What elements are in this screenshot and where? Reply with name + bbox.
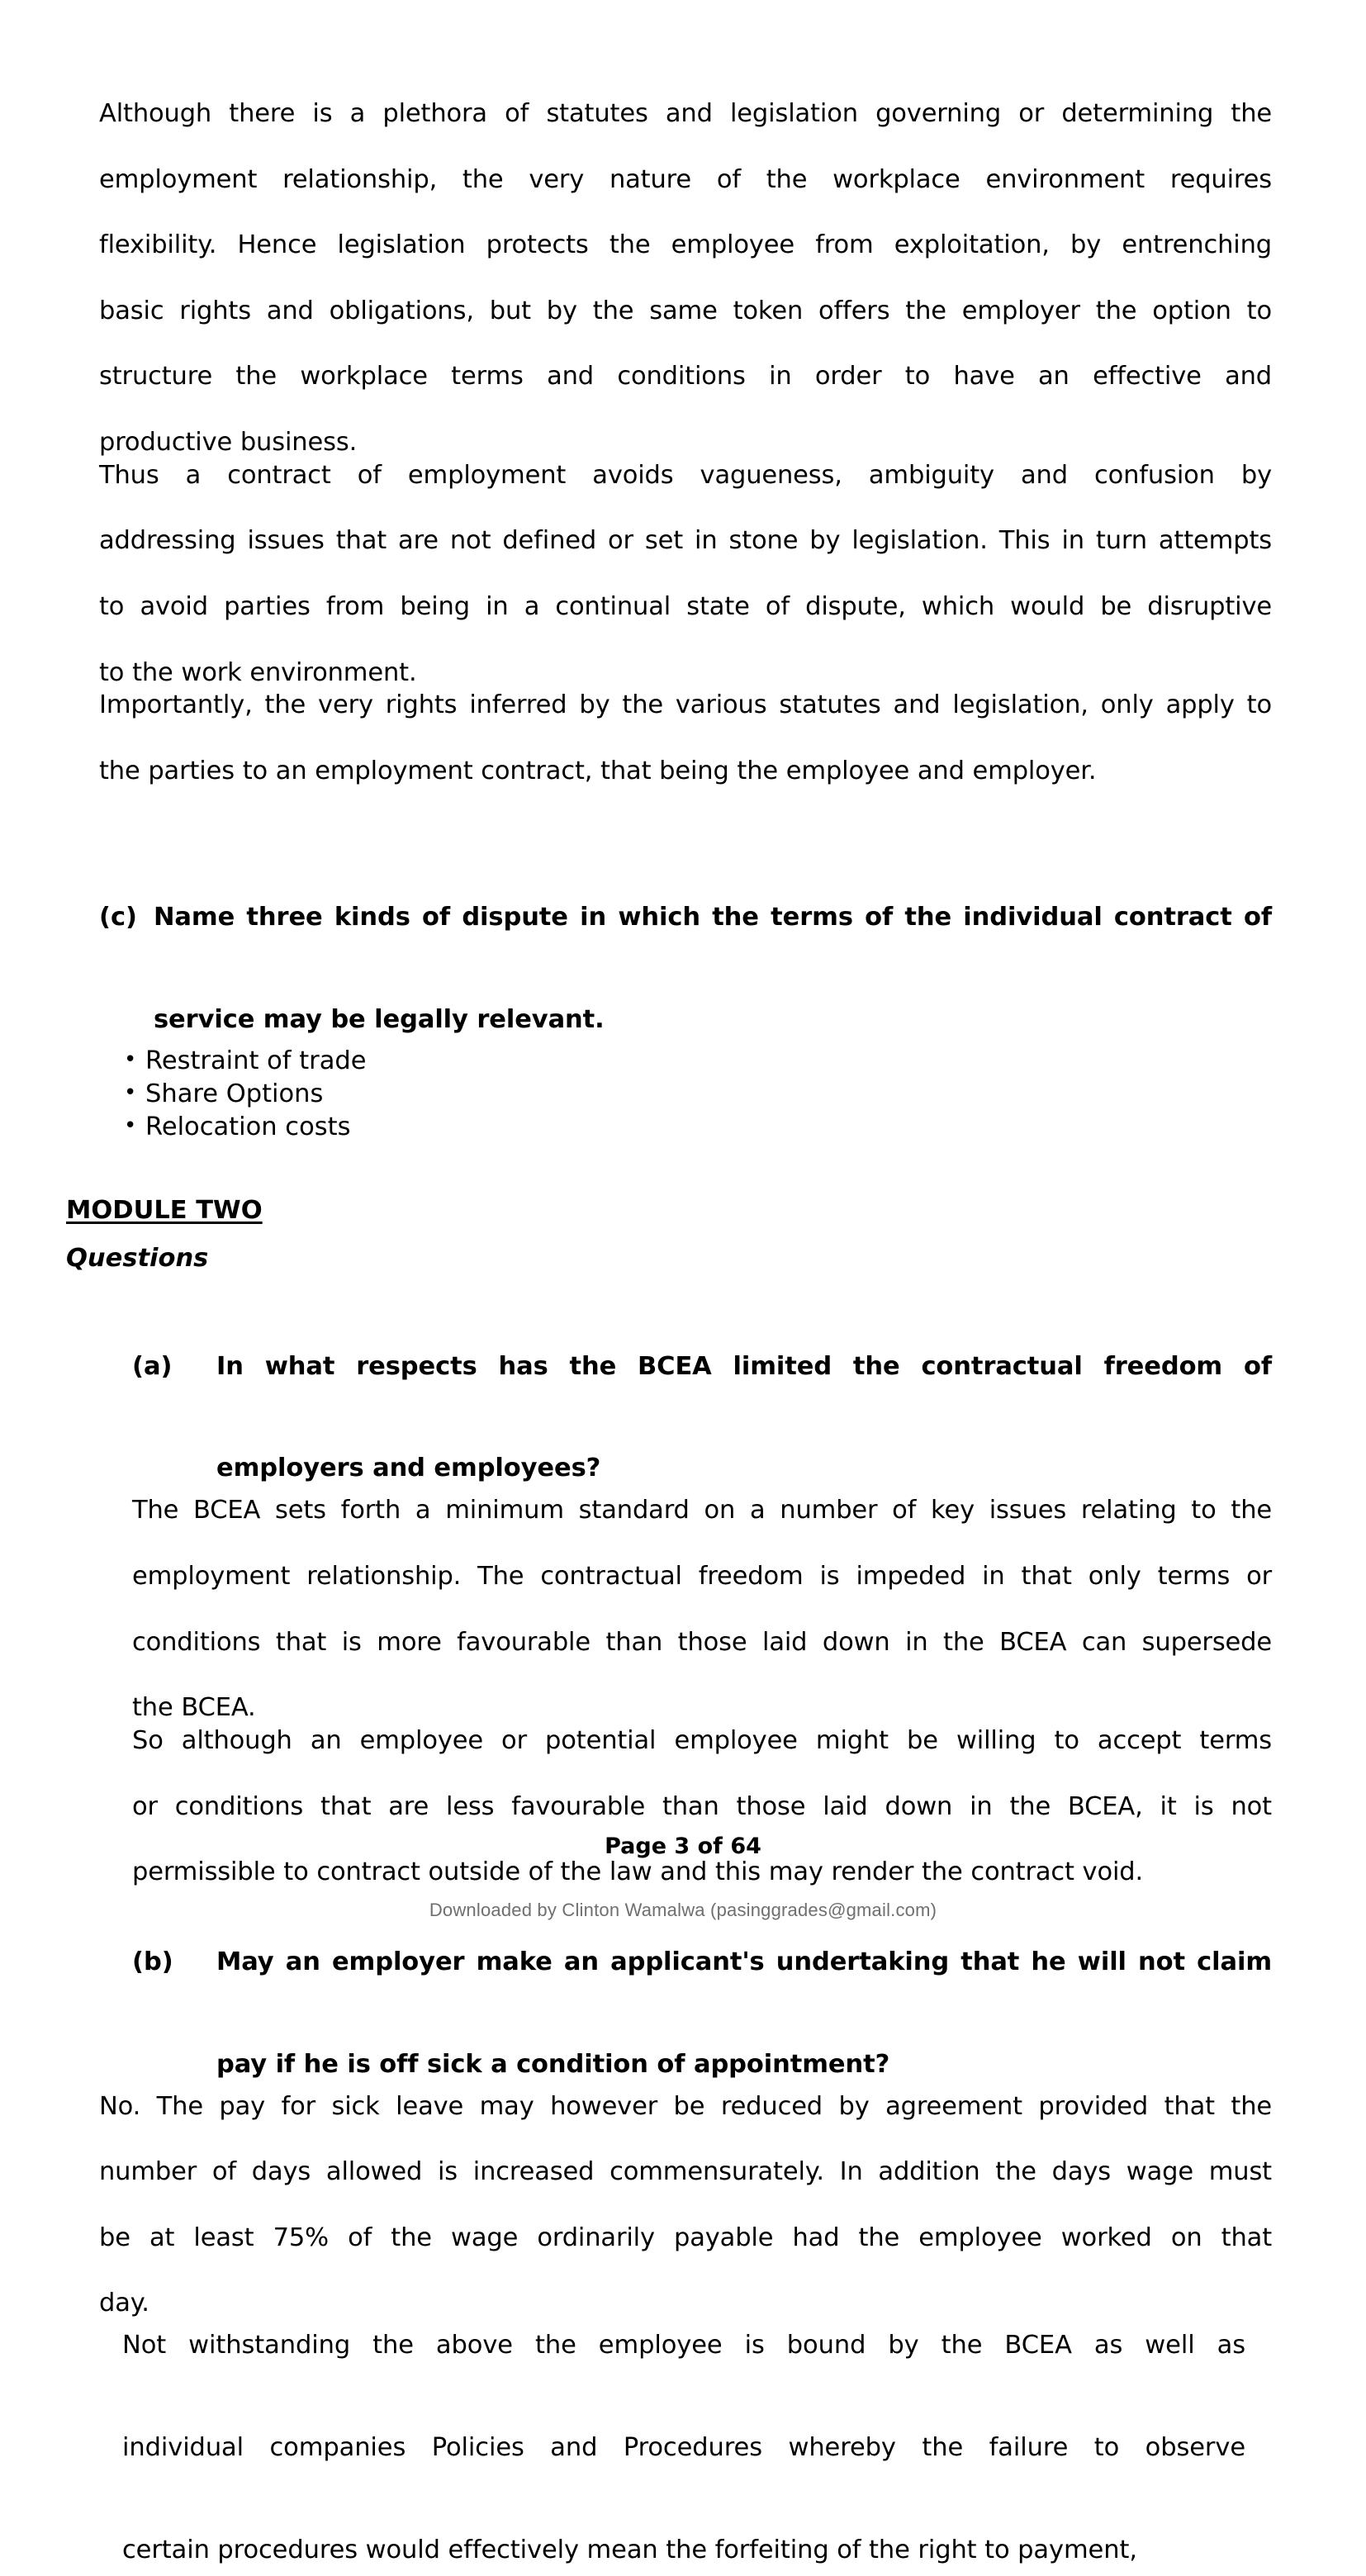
text-line: Importantly, the very rights inferred by the various statutes and legislation, only apply to bbox=[99, 690, 1272, 720]
question-b-text bbox=[216, 1937, 1272, 2090]
text-line: or conditions that are less favourable than those laid down in the BCEA, it is not bbox=[132, 1791, 1272, 1821]
list-item-label: Share Options bbox=[145, 1079, 324, 1109]
question-a-text bbox=[216, 1341, 1272, 1495]
text-line: Thus a contract of employment avoids vagueness, ambiguity and confusion by bbox=[99, 460, 1272, 490]
intro-paragraph-3 bbox=[99, 689, 1272, 787]
text-line: employers and employees? bbox=[216, 1454, 601, 1483]
text-line: The BCEA sets forth a minimum standard on a number of key issues relating to the bbox=[132, 1496, 1272, 1525]
text-line: May an employer make an applicant's undertaking that he will not claim bbox=[216, 1947, 1272, 1976]
list-item-label: Restraint of trade bbox=[145, 1046, 367, 1076]
text-line: individual companies Policies and Procedures whereby the failure to observe bbox=[122, 2433, 1245, 2463]
answer-a-paragraph-2 bbox=[132, 1724, 1272, 1889]
spacer bbox=[99, 1326, 1272, 1341]
spacer bbox=[99, 1143, 1272, 1194]
list-item bbox=[99, 1045, 1272, 1078]
module-heading-wrap bbox=[66, 1194, 1272, 1227]
spacer bbox=[99, 1922, 1272, 1937]
text-line: day. bbox=[99, 2289, 149, 2318]
text-line: be at least 75% of the wage ordinarily payable had the employee worked on that bbox=[99, 2223, 1272, 2252]
answer-b-paragraph-1 bbox=[99, 2090, 1272, 2321]
text-line: productive business. bbox=[99, 427, 358, 457]
page-number-footer: Page 3 of 64 bbox=[605, 1834, 761, 1859]
text-line: certain procedures would effectively mean the forfeiting of the right to payment, bbox=[122, 2535, 1137, 2564]
intro-paragraph-1 bbox=[99, 97, 1272, 459]
list-item-label: Relocation costs bbox=[145, 1112, 351, 1141]
module-heading: MODULE TWO bbox=[66, 1196, 263, 1226]
text-line: structure the workplace terms and conditions in order to have an effective and bbox=[99, 362, 1272, 391]
text-line: No. The pay for sick leave may however be reduced by agreement provided that the bbox=[99, 2091, 1272, 2121]
text-line: flexibility. Hence legislation protects the employee from exploitation, by entrenching bbox=[99, 230, 1272, 260]
text-line: pay if he is off sick a condition of appointment? bbox=[216, 2049, 890, 2079]
answer-b-paragraph-2 bbox=[122, 2320, 1245, 2576]
text-line: the BCEA. bbox=[132, 1693, 256, 1723]
question-c-text bbox=[154, 892, 1272, 1046]
list-item bbox=[99, 1078, 1272, 1111]
text-line: number of days allowed is increased commensurately. In addition the days wage must bbox=[99, 2157, 1272, 2187]
spacer bbox=[99, 1275, 1272, 1326]
text-line: the parties to an employment contract, that being the employee and employer. bbox=[99, 756, 1097, 785]
text-line: Although there is a plethora of statutes and legislation governing or determining the bbox=[99, 99, 1272, 128]
text-line: Name three kinds of dispute in which the terms of the individual contract of bbox=[154, 902, 1272, 932]
bullet-icon: • bbox=[124, 1080, 137, 1106]
question-c-label: (c) bbox=[99, 902, 137, 932]
intro-paragraph-2 bbox=[99, 459, 1272, 690]
text-line: employment relationship. The contractual freedom is impeded in that only terms or bbox=[132, 1561, 1272, 1591]
question-c-bullet-list bbox=[99, 1045, 1272, 1143]
spacer bbox=[99, 1227, 1272, 1242]
question-c bbox=[99, 892, 1272, 1046]
text-line: to the work environment. bbox=[99, 657, 417, 687]
text-line: In what respects has the BCEA limited the contractual freedom of bbox=[216, 1351, 1272, 1381]
page-content bbox=[66, 97, 1272, 2576]
text-line: Not withstanding the above the employee is bound by the BCEA as well as bbox=[122, 2331, 1245, 2360]
text-line: service may be legally relevant. bbox=[154, 1004, 605, 1034]
list-item bbox=[99, 1111, 1272, 1144]
text-line: conditions that is more favourable than those laid down in the BCEA can supersede bbox=[132, 1627, 1272, 1657]
text-line: basic rights and obligations, but by the same token offers the employer the option to bbox=[99, 296, 1272, 325]
questions-label: Questions bbox=[66, 1244, 209, 1274]
text-line: permissible to contract outside of the law and this may render the contract void. bbox=[132, 1857, 1144, 1887]
question-a bbox=[99, 1341, 1272, 1495]
bullet-icon: • bbox=[124, 1112, 137, 1138]
question-b bbox=[99, 1937, 1272, 2090]
question-a-label: (a) bbox=[132, 1351, 173, 1381]
question-b-label: (b) bbox=[132, 1947, 173, 1976]
text-line: employment relationship, the very nature of the workplace environment requires bbox=[99, 164, 1272, 194]
spacer bbox=[99, 859, 1272, 892]
bullet-icon: • bbox=[124, 1047, 137, 1073]
text-line: to avoid parties from being in a continual state of dispute, which would be disruptive bbox=[99, 591, 1272, 621]
text-line: addressing issues that are not defined or set in stone by legislation. This in turn attempts bbox=[99, 526, 1272, 556]
text-line: So although an employee or potential employee might be willing to accept terms bbox=[132, 1725, 1272, 1755]
download-watermark: Downloaded by Clinton Wamalwa (pasinggrades@gmail.com) bbox=[429, 1900, 937, 1920]
answer-a-paragraph-1 bbox=[132, 1494, 1272, 1724]
spacer bbox=[99, 788, 1272, 859]
